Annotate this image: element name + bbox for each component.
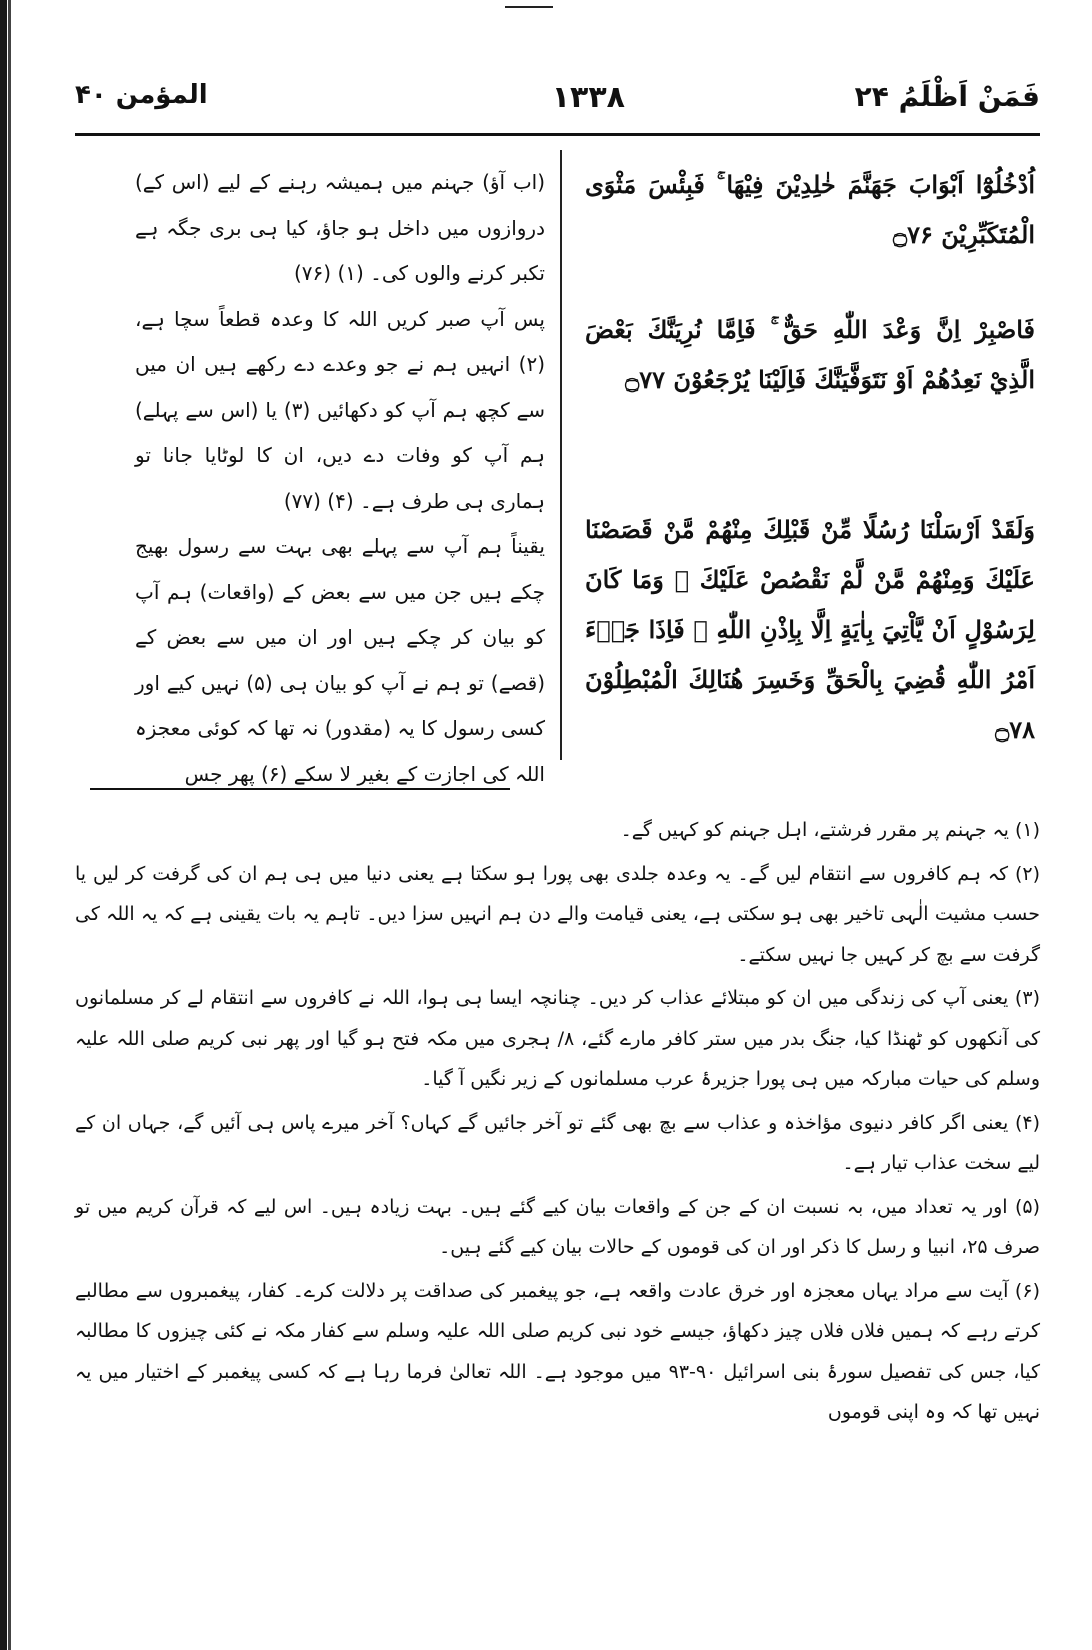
page-number: ۱۳۳۸ (551, 80, 625, 115)
footnote: (۲) کہ ہم کافروں سے انتقام لیں گے۔ یہ وعدہ جلدی بھی پورا ہو سکتا ہے یعنی دنیا میں ہی ہم ان کی گرفت کر لیں یا حسب مشیت الٰہی تاخیر بھی ہو سکتی ہے، یعنی قیامت والے دن ہم انہیں سزا دیں۔ تاہم یہ بات یقینی ہے کہ یہ اللہ کی گرفت سے بچ کر کہیں جا نہیں سکتے۔ (75, 862, 1040, 966)
top-mark (505, 6, 553, 8)
footnote: (۳) یعنی آپ کی زندگی میں ان کو مبتلائے عذاب کر دیں۔ چنانچہ ایسا ہی ہوا، اللہ نے کافروں سے انتقام لے کر مسلمانوں کی آنکھوں کو ٹھنڈا کیا، جنگ بدر میں ستر کافر مارے گئے، ۸/ ہجری میں مکہ فتح ہو گیا اور پھر نبی کریم صلی اللہ علیہ وسلم کی حیات مبارکہ میں ہی پورا جزیرۂ عرب مسلمانوں کے زیر نگیں آ گیا۔ (75, 987, 1040, 1090)
footnote: (۱) یہ جہنم پر مقرر فرشتے، اہل جہنم کو کہیں گے۔ (620, 819, 1040, 841)
footnote-rule (90, 788, 510, 790)
footnote: (۴) یعنی اگر کافر دنیوی مؤاخذہ و عذاب سے بچ بھی گئے تو آخر جائیں گے کہاں؟ آخر میرے پاس ہی آئیں گے، جہاں ان کے لیے سخت عذاب تیار ہے۔ (75, 1111, 1040, 1174)
arabic-verse: وَلَقَدْ اَرْسَلْنَا رُسُلًا مِّنْ قَبْلِكَ مِنْهُمْ مَّنْ قَصَصْنَا عَلَيْكَ وَمِنْهُمْ مَّنْ لَّمْ نَقْصُصْ عَلَيْكَ ۭ وَمَا كَانَ لِرَسُوْلٍ اَنْ يَّاْتِيَ بِاٰيَةٍ اِلَّا بِاِذْنِ اللّٰهِ ۚ فَاِذَا جَاۗءَ اَمْرُ اللّٰهِ قُضِيَ بِالْحَقِّ وَخَسِرَ هُنَالِكَ الْمُبْطِلُوْنَ ۝۷۸ (585, 515, 1035, 744)
column-divider (560, 150, 562, 760)
page-binding-shadow (8, 0, 11, 1650)
page-binding-edge (0, 0, 7, 1650)
arabic-verse: فَاصْبِرْ اِنَّ وَعْدَ اللّٰهِ حَقٌّ ۚ فَاِمَّا نُرِيَنَّكَ بَعْضَ الَّذِيْ نَعِدُهُمْ اَوْ نَتَوَفَّيَنَّكَ فَاِلَيْنَا يُرْجَعُوْنَ ۝۷۷ (585, 315, 1035, 394)
surah-name: المؤمن ۴۰ (75, 80, 208, 110)
translation-paragraph: یقیناً ہم آپ سے پہلے بھی بہت سے رسول بھیج چکے ہیں جن میں سے بعض کے (واقعات) ہم آپ کو بیان کر چکے ہیں اور ان میں سے بعض کے (قصے) تو ہم نے آپ کو بیان ہی (۵) نہیں کیے اور کسی رسول کا یہ (مقدور) نہ تھا کہ کوئی معجزہ اللہ کی اجازت کے بغیر لا سکے (۶) پھر جس (135, 534, 545, 786)
arabic-verse: اُدْخُلُوْٓا اَبْوَابَ جَهَنَّمَ خٰلِدِيْنَ فِيْهَا ۚ فَبِئْسَ مَثْوَى الْمُتَكَبِّرِيْنَ ۝۷۶ (585, 170, 1035, 249)
translation-paragraph: پس آپ صبر کریں اللہ کا وعدہ قطعاً سچا ہے، (۲) انہیں ہم نے جو وعدے دے رکھے ہیں ان میں سے کچھ ہم آپ کو دکھائیں (۳) یا (اس سے پہلے) ہم آپ کو وفات دے دیں، ان کا لوٹایا جانا تو ہماری ہی طرف ہے۔ (۴) (۷۷) (135, 306, 546, 513)
footnote: (۶) آیت سے مراد یہاں معجزہ اور خرق عادت واقعہ ہے، جو پیغمبر کی صداقت پر دلالت کرے۔ کفار، پیغمبروں سے مطالبے کرتے رہے کہ ہمیں فلاں فلاں چیز دکھاؤ، جیسے خود نبی کریم صلی اللہ علیہ وسلم سے کفار مکہ نے کئی چیزوں کا مطالبہ کیا، جس کی تفصیل سورۂ بنی اسرائیل ۹۰-۹۳ میں موجود ہے۔ اللہ تعالیٰ فرما رہا ہے کہ کسی پیغمبر کے اختیار میں یہ نہیں تھا کہ وہ اپنی قوموں (75, 1279, 1040, 1423)
footnote: (۵) اور یہ تعداد میں، بہ نسبت ان کے جن کے واقعات بیان کیے گئے ہیں۔ بہت زیادہ ہیں۔ اس لیے کہ قرآن کریم میں تو صرف ۲۵، انبیا و رسل کا ذکر اور ان کی قوموں کے حالات بیان کیے گئے ہیں۔ (75, 1195, 1040, 1258)
header-rule (75, 133, 1040, 136)
juz-name: فَمَنْ اَظْلَمُ ۲۴ (854, 80, 1040, 113)
footnotes (75, 810, 1040, 1436)
translation-column (135, 160, 545, 797)
translation-paragraph: (اب آؤ) جہنم میں ہمیشہ رہنے کے لیے (اس کے) دروازوں میں داخل ہو جاؤ، کیا ہی بری جگہ ہے تکبر کرنے والوں کی۔ (۱) (۷۶) (135, 170, 545, 285)
page-header (75, 80, 1040, 130)
